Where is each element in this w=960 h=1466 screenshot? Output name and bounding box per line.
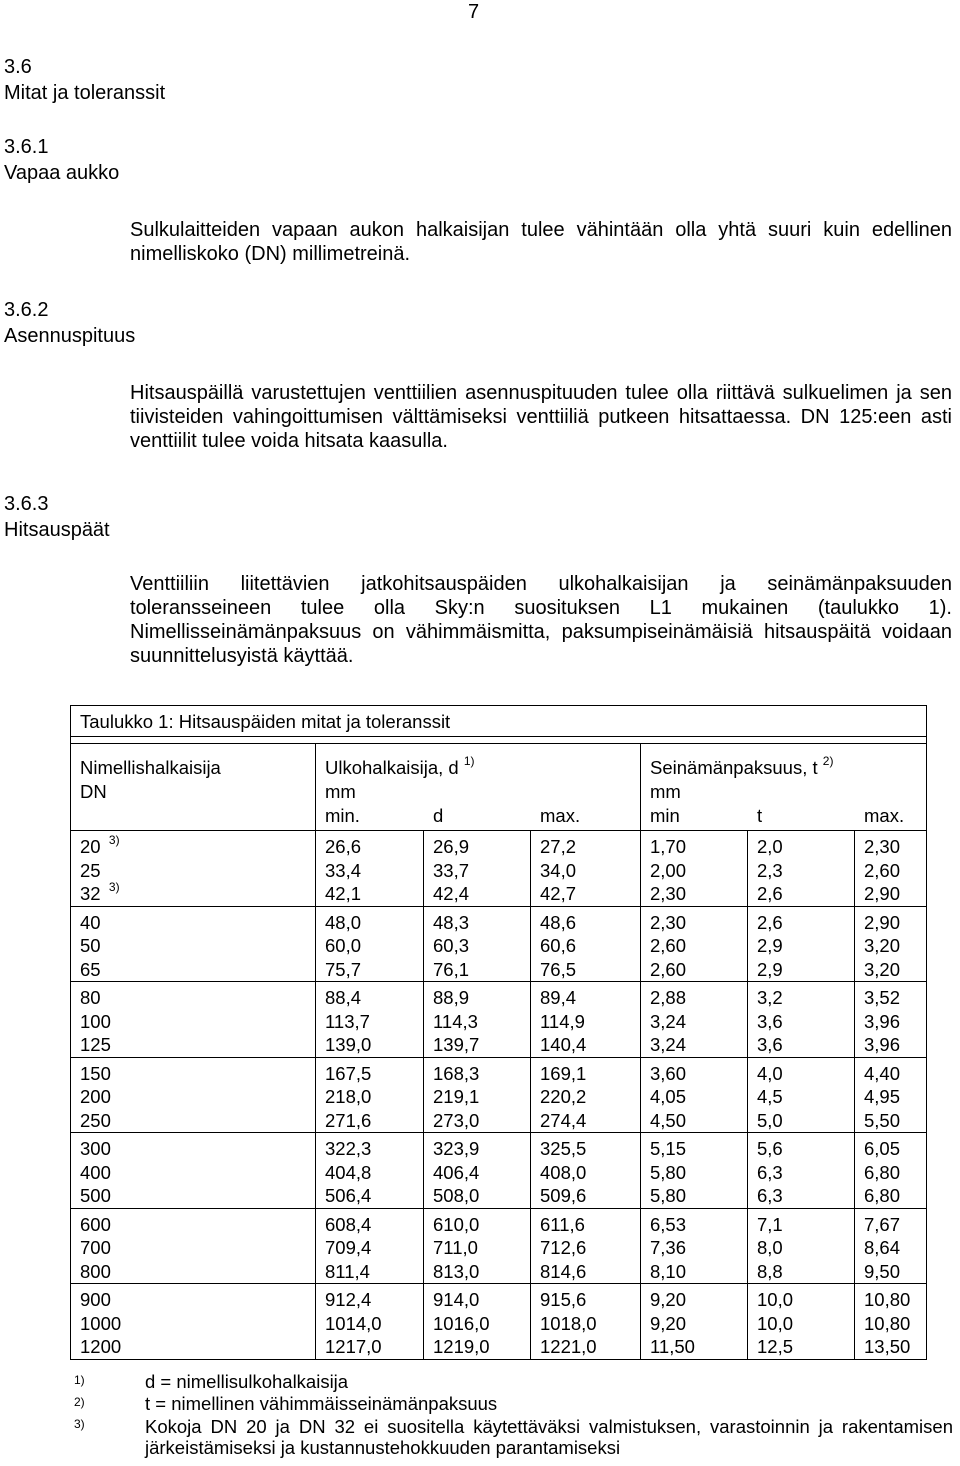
section-paragraph: Hitsauspäillä varustettujen venttiilien asennuspituuden tulee olla riittävä sulkuelimen ja sen tiivisteiden vahingoittumisen välttämiseksi venttiiliä putkeen hitsattaessa. DN 125:een asti venttiilit tulee voida hitsata kaasulla.	[130, 382, 952, 452]
cell-d: 610,0 711,0 813,0	[424, 1208, 531, 1284]
cell-dn: 40 50 65	[71, 906, 316, 982]
cell-d-max: 611,6 712,6 814,6	[531, 1208, 641, 1284]
section-title: Mitat ja toleranssit	[4, 82, 166, 104]
cell-d: 88,9 114,3 139,7	[424, 982, 531, 1058]
cell-t: 7,1 8,0 8,8	[748, 1208, 855, 1284]
cell-t-min: 3,60 4,05 4,50	[641, 1057, 748, 1133]
cell-t-max: 7,67 8,64 9,50	[855, 1208, 927, 1284]
cell-t-max: 10,80 10,80 13,50	[855, 1284, 927, 1360]
cell-d: 26,9 33,7 42,4	[424, 831, 531, 907]
footnote-mark: 3)	[74, 1417, 85, 1431]
cell-d-max: 169,1 220,2 274,4	[531, 1057, 641, 1133]
footnote-text: Kokoja DN 20 ja DN 32 ei suositella käytettäväksi valmistuksen, varastoinnin ja rakentamisen järkeistämiseksi ja kustannustehokkuuden parantamiseksi	[145, 1416, 953, 1458]
footnote-text: t = nimellinen vähimmäisseinämänpaksuus	[145, 1393, 498, 1414]
cell-dn: 80 100 125	[71, 982, 316, 1058]
cell-t: 4,0 4,5 5,0	[748, 1057, 855, 1133]
dimensions-table	[70, 705, 926, 1360]
cell-d-min: 167,5 218,0 271,6	[316, 1057, 424, 1133]
cell-t: 5,6 6,3 6,3	[748, 1133, 855, 1209]
cell-d: 914,0 1016,0 1219,0	[424, 1284, 531, 1360]
section-number: 3.6.2	[4, 299, 49, 321]
footnote-mark: 1)	[74, 1373, 85, 1387]
cell-dn: 300 400 500	[71, 1133, 316, 1209]
cell-d-max: 325,5 408,0 509,6	[531, 1133, 641, 1209]
cell-t: 10,0 10,0 12,5	[748, 1284, 855, 1360]
table-row-group	[71, 982, 927, 1058]
cell-d-max: 915,6 1018,0 1221,0	[531, 1284, 641, 1360]
cell-t-max: 2,90 3,20 3,20	[855, 906, 927, 982]
section-number: 3.6.3	[4, 493, 49, 515]
table-caption: Taulukko 1: Hitsauspäiden mitat ja toleranssit	[71, 706, 927, 737]
cell-d-max: 27,2 34,0 42,7	[531, 831, 641, 907]
table-row-group	[71, 906, 927, 982]
cell-t-max: 4,40 4,95 5,50	[855, 1057, 927, 1133]
cell-dn: 20 $^{3)}$ 25 32 $^{3)}$	[71, 831, 316, 907]
cell-d-min: 48,0 60,0 75,7	[316, 906, 424, 982]
cell-d-min: 322,3 404,8 506,4	[316, 1133, 424, 1209]
cell-d-max: 48,6 60,6 76,5	[531, 906, 641, 982]
section-title: Asennuspituus	[4, 325, 136, 347]
section-paragraph: Sulkulaitteiden vapaan aukon halkaisijan tulee vähintään olla yhtä suuri kuin edellinen nimelliskoko (DN) millimetreinä.	[130, 219, 952, 265]
table-row-group	[71, 831, 927, 907]
cell-dn: 900 1000 1200	[71, 1284, 316, 1360]
cell-t: 2,0 2,3 2,6	[748, 831, 855, 907]
cell-t-min: 5,15 5,80 5,80	[641, 1133, 748, 1209]
table-row-group	[71, 1284, 927, 1360]
cell-d: 323,9 406,4 508,0	[424, 1133, 531, 1209]
cell-dn: 150 200 250	[71, 1057, 316, 1133]
section-title: Vapaa aukko	[4, 162, 120, 184]
cell-t-min: 2,88 3,24 3,24	[641, 982, 748, 1058]
cell-t-min: 1,70 2,00 2,30	[641, 831, 748, 907]
cell-dn: 600 700 800	[71, 1208, 316, 1284]
table-row-group	[71, 1208, 927, 1284]
cell-d-min: 26,6 33,4 42,1	[316, 831, 424, 907]
table-row-group	[71, 1133, 927, 1209]
footnote-mark: 2)	[74, 1395, 85, 1409]
cell-d-min: 88,4 113,7 139,0	[316, 982, 424, 1058]
section-title: Hitsauspäät	[4, 519, 110, 541]
cell-t: 2,6 2,9 2,9	[748, 906, 855, 982]
cell-d-min: 912,4 1014,0 1217,0	[316, 1284, 424, 1360]
cell-d: 48,3 60,3 76,1	[424, 906, 531, 982]
cell-t-min: 9,20 9,20 11,50	[641, 1284, 748, 1360]
footnote-text: d = nimellisulkohalkaisija	[145, 1371, 349, 1392]
cell-d: 168,3 219,1 273,0	[424, 1057, 531, 1133]
dn-header: Nimellishalkaisija DN	[71, 744, 316, 831]
page-number: 7	[468, 1, 480, 23]
section-paragraph: Venttiiliin liitettävien jatkohitsauspäiden ulkohalkaisijan ja seinämänpaksuuden toleransseineen tulee olla Sky:n suosituksen L1 mukainen (taulukko 1). Nimellisseinämänpaksuus on vähimmäismitta, paksumpiseinämäisiä hitsauspäitä voidaan suunnittelusyistä käyttää.	[130, 573, 952, 667]
cell-t-min: 2,30 2,60 2,60	[641, 906, 748, 982]
section-number: 3.6.1	[4, 136, 49, 158]
wall-thickness-header: Seinämänpaksuus, t $^{2)}$ mm min t max.	[641, 744, 927, 831]
cell-t-max: 3,52 3,96 3,96	[855, 982, 927, 1058]
cell-t-min: 6,53 7,36 8,10	[641, 1208, 748, 1284]
cell-d-max: 89,4 114,9 140,4	[531, 982, 641, 1058]
outer-diameter-header: Ulkohalkaisija, d $^{1)}$ mm min. d max.	[316, 744, 641, 831]
cell-t-max: 2,30 2,60 2,90	[855, 831, 927, 907]
cell-t: 3,2 3,6 3,6	[748, 982, 855, 1058]
section-number: 3.6	[4, 56, 32, 78]
table-row-group	[71, 1057, 927, 1133]
cell-t-max: 6,05 6,80 6,80	[855, 1133, 927, 1209]
cell-d-min: 608,4 709,4 811,4	[316, 1208, 424, 1284]
